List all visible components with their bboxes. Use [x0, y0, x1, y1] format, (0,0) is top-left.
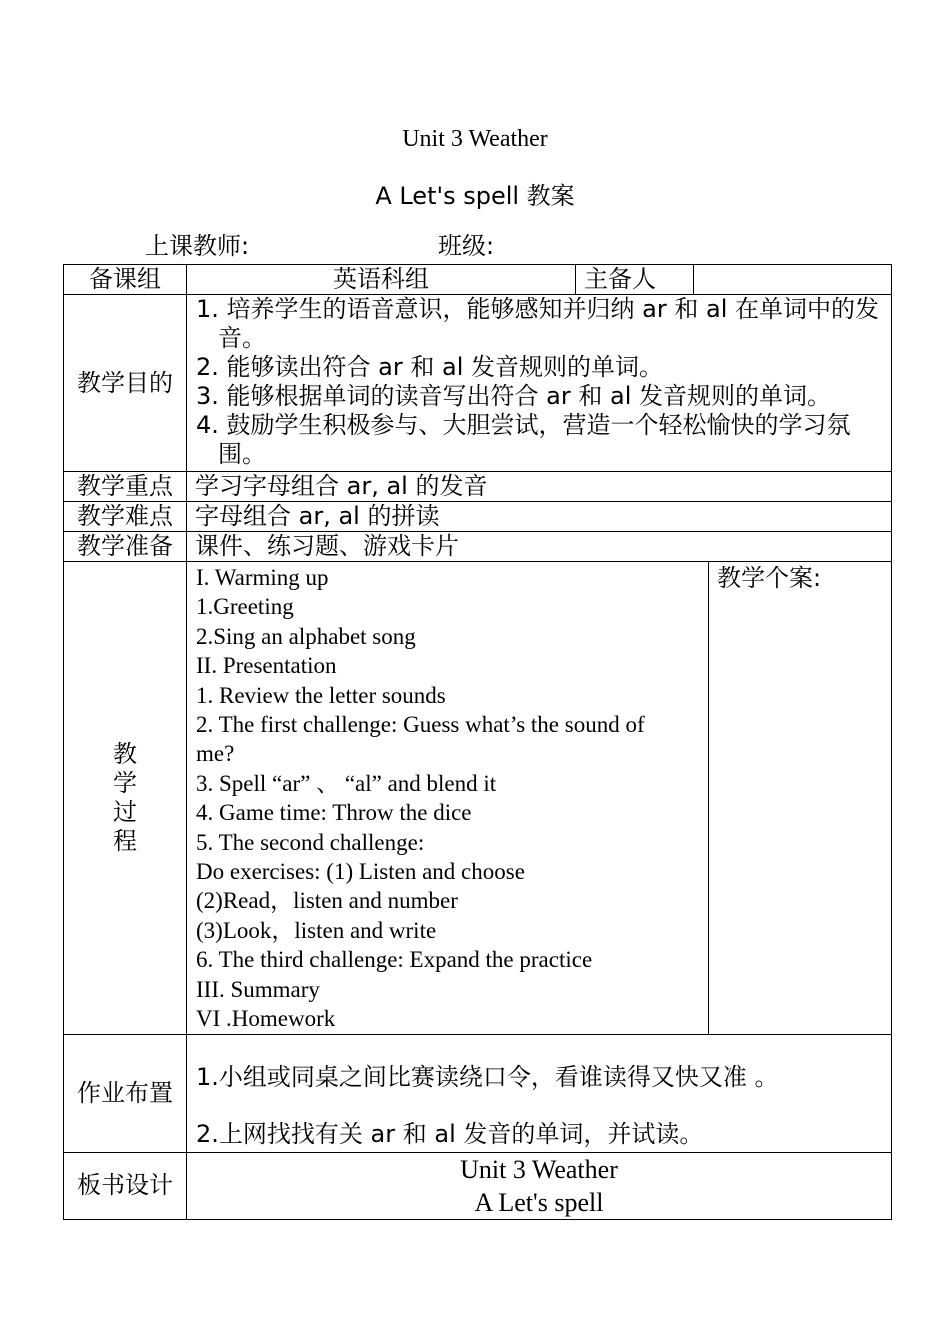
objective-item: 3. 能够根据单词的读音写出符合 ar 和 al 发音规则的单词。 [196, 382, 831, 410]
lead-label: 主备人 [576, 265, 694, 295]
board-line: A Let's spell [474, 1187, 604, 1217]
notes-label: 教学个案: [709, 562, 892, 1035]
process-label-char: 程 [113, 826, 137, 855]
difficulty-label: 教学难点 [64, 502, 187, 532]
process-line: (2)Read，listen and number [196, 888, 458, 914]
homework-item: 1.小组或同桌之间比赛读绕口令，看谁读得又快又准 。 [196, 1062, 779, 1091]
teacher-label: 上课教师: [145, 232, 250, 260]
process-line: 5. The second challenge: [196, 829, 425, 855]
objectives-cell [187, 295, 892, 472]
board-label: 板书设计 [64, 1152, 187, 1219]
process-line: Do exercises: (1) Listen and choose [196, 859, 525, 885]
focus-label: 教学重点 [64, 472, 187, 502]
process-line: me? [196, 741, 235, 767]
objective-item: 4. 鼓励学生积极参与、大胆尝试，营造一个轻松愉快的学习氛围。 [196, 411, 851, 468]
class-label: 班级: [438, 232, 495, 260]
process-line: 6. The third challenge: Expand the practice [196, 947, 593, 973]
group-label: 备课组 [64, 265, 187, 295]
lesson-plan-table [63, 264, 892, 1220]
process-line: 4. Game time: Throw the dice [196, 800, 472, 826]
objective-item: 2. 能够读出符合 ar 和 al 发音规则的单词。 [196, 353, 663, 381]
process-line: 1.Greeting [196, 594, 294, 620]
process-steps [187, 562, 709, 1035]
document-title: Unit 3 Weather [402, 126, 548, 152]
document-subtitle: A Let's spell 教案 [375, 182, 575, 210]
process-line: (3)Look，listen and write [196, 917, 437, 943]
prep-value: 课件、练习题、游戏卡片 [187, 532, 892, 562]
objective-item: 1. 培养学生的语音意识，能够感知并归纳 ar 和 al 在单词中的发音。 [196, 295, 879, 352]
process-line: I. Warming up [196, 565, 329, 590]
process-label-char: 学 [113, 768, 137, 797]
process-label-char: 过 [113, 797, 137, 826]
board-design [187, 1152, 892, 1219]
homework-cell [187, 1034, 892, 1152]
process-line: 2. The first challenge: Guess what’s the sound of [196, 712, 645, 738]
process-label [64, 562, 187, 1035]
group-value: 英语科组 [187, 265, 576, 295]
process-line: II. Presentation [196, 653, 337, 679]
prep-label: 教学准备 [64, 532, 187, 562]
objectives-label: 教学目的 [64, 295, 187, 472]
difficulty-value: 字母组合 ar, al 的拼读 [187, 502, 892, 532]
process-line: 2.Sing an alphabet song [196, 623, 416, 649]
board-line: Unit 3 Weather [460, 1154, 618, 1184]
homework-item: 2.上网找找有关 ar 和 al 发音的单词，并试读。 [196, 1119, 704, 1148]
process-line: III. Summary [196, 976, 320, 1002]
process-line: 3. Spell “ar” 、 “al” and blend it [196, 770, 497, 796]
process-label-char: 教 [113, 739, 137, 768]
process-line: 1. Review the letter sounds [196, 682, 446, 708]
homework-label: 作业布置 [64, 1034, 187, 1152]
focus-value: 学习字母组合 ar, al 的发音 [187, 472, 892, 502]
process-line: VI .Homework [196, 1006, 336, 1032]
lead-value [694, 265, 892, 295]
